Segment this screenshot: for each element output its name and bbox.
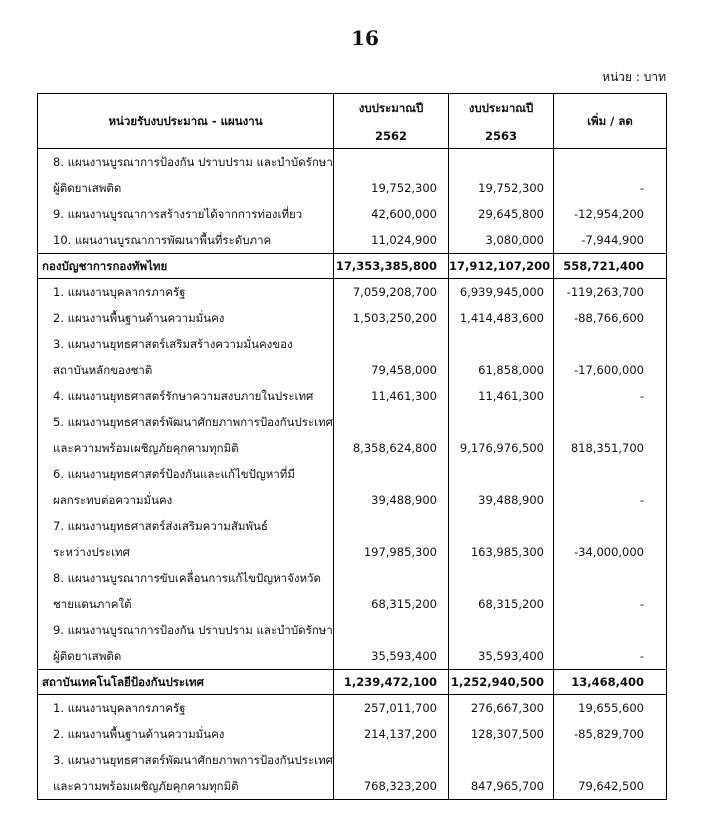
change-cell: -: [639, 493, 644, 507]
item-label: 4. แผนงานยุทธศาสตร์รักษาความสงบภายในประเทศ: [38, 383, 334, 409]
budget-2563-cell: 6,939,945,000: [449, 279, 554, 305]
budget-2563-cell: 39,488,900: [449, 487, 554, 513]
budget-2562-cell: 11,461,300: [334, 383, 449, 409]
change-cell: -12,954,200: [574, 207, 644, 221]
table-row: [38, 409, 666, 435]
item-label: 10. แผนงานบูรณาการพัฒนาพื้นที่ระดับภาค: [38, 227, 334, 253]
budget-2563-cell: [449, 409, 554, 435]
section-label: สถาบันเทคโนโลยีป้องกันประเทศ: [38, 670, 334, 694]
change-cell: [554, 149, 666, 175]
section-label: กองบัญชาการกองทัพไทย: [38, 254, 334, 278]
budget-2563-cell: [449, 617, 554, 643]
table-row: [38, 279, 666, 305]
change-cell: -119,263,700: [566, 285, 644, 299]
change-cell: 558,721,400: [563, 259, 644, 273]
table-row: [38, 773, 666, 799]
item-label: 2. แผนงานพื้นฐานด้านความมั่นคง: [38, 305, 334, 331]
table-row: [38, 721, 666, 747]
change-cell: -: [639, 181, 644, 195]
table-row: [38, 201, 666, 227]
header-year: 2563: [484, 129, 517, 143]
header-budget-label: งบประมาณปี: [358, 101, 424, 115]
budget-2562-cell: 17,353,385,800: [334, 254, 449, 278]
item-label: 9. แผนงานบูรณาการป้องกัน ปราบปราม และบำบัดรักษา: [38, 617, 334, 643]
budget-2563-cell: 61,858,000: [449, 357, 554, 383]
budget-2563-cell: 35,593,400: [449, 643, 554, 669]
table-row: [38, 383, 666, 409]
change-cell: 79,642,500: [578, 779, 644, 793]
budget-2563-cell: [449, 461, 554, 487]
table-row: [38, 695, 666, 721]
change-cell: -: [639, 597, 644, 611]
budget-2562-cell: 19,752,300: [334, 175, 449, 201]
change-cell: -: [639, 649, 644, 663]
budget-2563-cell: [449, 513, 554, 539]
change-cell: [554, 461, 666, 487]
budget-2562-cell: 11,024,900: [334, 227, 449, 253]
item-label: 1. แผนงานบุคลากรภาครัฐ: [38, 695, 334, 721]
table-row: [38, 617, 666, 643]
budget-2562-cell: 68,315,200: [334, 591, 449, 617]
item-label: 3. แผนงานยุทธศาสตร์เสริมสร้างความมั่นคงของ: [38, 331, 334, 357]
item-label: ชายแดนภาคใต้: [38, 591, 334, 617]
change-cell: [554, 565, 666, 591]
budget-2563-cell: 1,252,940,500: [449, 670, 554, 694]
budget-2563-cell: 9,176,976,500: [449, 435, 554, 461]
table-row: [38, 175, 666, 201]
budget-2562-cell: 35,593,400: [334, 643, 449, 669]
budget-2562-cell: [334, 565, 449, 591]
table-row: [38, 149, 666, 175]
change-cell: -85,829,700: [574, 727, 644, 741]
budget-2562-cell: 8,358,624,800: [334, 435, 449, 461]
item-label: และความพร้อมเผชิญภัยคุกคามทุกมิติ: [38, 435, 334, 461]
change-cell: [554, 747, 666, 773]
unit-label: หน่วย : บาท: [602, 70, 666, 84]
item-label: 8. แผนงานบูรณาการป้องกัน ปราบปราม และบำบัดรักษา: [38, 149, 334, 175]
header-year: 2562: [374, 129, 407, 143]
header-agency: [38, 94, 334, 150]
item-label: ผลกระทบต่อความมั่นคง: [38, 487, 334, 513]
change-cell: [554, 513, 666, 539]
table-row: [38, 539, 666, 565]
budget-2563-cell: 17,912,107,200: [449, 254, 554, 278]
table-row: [38, 331, 666, 357]
change-cell: 13,468,400: [571, 675, 644, 689]
header-agency-label: หน่วยรับงบประมาณ - แผนงาน: [108, 114, 263, 128]
item-label: และความพร้อมเผชิญภัยคุกคามทุกมิติ: [38, 773, 334, 799]
table-body: [38, 149, 666, 799]
budget-2562-cell: [334, 331, 449, 357]
budget-2562-cell: 79,458,000: [334, 357, 449, 383]
table-row: [38, 643, 666, 669]
budget-2563-cell: 128,307,500: [449, 721, 554, 747]
change-cell: -: [639, 389, 644, 403]
budget-2562-cell: [334, 149, 449, 175]
change-cell: [554, 617, 666, 643]
item-label: ระหว่างประเทศ: [38, 539, 334, 565]
budget-2563-cell: [449, 149, 554, 175]
budget-2562-cell: [334, 409, 449, 435]
item-label: ผู้ติดยาเสพติด: [38, 643, 334, 669]
budget-2562-cell: 1,239,472,100: [334, 670, 449, 694]
budget-2563-cell: 19,752,300: [449, 175, 554, 201]
budget-2563-cell: [449, 747, 554, 773]
change-cell: 818,351,700: [570, 441, 644, 455]
change-cell: [554, 409, 666, 435]
change-cell: 19,655,600: [578, 701, 644, 715]
change-cell: [554, 331, 666, 357]
header-budget-2562: [334, 94, 449, 150]
header-change-label: เพิ่ม / ลด: [587, 114, 633, 128]
budget-2563-cell: [449, 331, 554, 357]
table-header: [38, 94, 666, 149]
section-row: [38, 669, 666, 695]
table-row: [38, 565, 666, 591]
budget-2562-cell: 214,137,200: [334, 721, 449, 747]
header-budget-2563: [449, 94, 554, 150]
item-label: 5. แผนงานยุทธศาสตร์พัฒนาศักยภาพการป้องกันประเทศ: [38, 409, 334, 435]
budget-2562-cell: [334, 513, 449, 539]
item-label: ผู้ติดยาเสพติด: [38, 175, 334, 201]
change-cell: -88,766,600: [574, 311, 644, 325]
budget-table: [37, 93, 667, 800]
table-row: [38, 357, 666, 383]
header-change: [554, 94, 666, 150]
table-row: [38, 305, 666, 331]
budget-2562-cell: 197,985,300: [334, 539, 449, 565]
change-cell: -17,600,000: [574, 363, 644, 377]
page-number: 16: [351, 26, 379, 50]
budget-2563-cell: 1,414,483,600: [449, 305, 554, 331]
budget-2563-cell: [449, 565, 554, 591]
table-row: [38, 461, 666, 487]
budget-2562-cell: [334, 461, 449, 487]
change-cell: -7,944,900: [581, 233, 644, 247]
budget-2562-cell: 768,323,200: [334, 773, 449, 799]
budget-2562-cell: [334, 617, 449, 643]
budget-2562-cell: 257,011,700: [334, 695, 449, 721]
budget-2563-cell: 847,965,700: [449, 773, 554, 799]
table-row: [38, 227, 666, 253]
section-row: [38, 253, 666, 279]
table-row: [38, 747, 666, 773]
item-label: สถาบันหลักของชาติ: [38, 357, 334, 383]
item-label: 2. แผนงานพื้นฐานด้านความมั่นคง: [38, 721, 334, 747]
header-budget-label: งบประมาณปี: [468, 101, 534, 115]
budget-2563-cell: 29,645,800: [449, 201, 554, 227]
table-row: [38, 435, 666, 461]
budget-2563-cell: 3,080,000: [449, 227, 554, 253]
budget-2562-cell: 7,059,208,700: [334, 279, 449, 305]
item-label: 3. แผนงานยุทธศาสตร์พัฒนาศักยภาพการป้องกันประเทศ: [38, 747, 334, 773]
budget-2563-cell: 68,315,200: [449, 591, 554, 617]
budget-2562-cell: [334, 747, 449, 773]
item-label: 8. แผนงานบูรณาการขับเคลื่อนการแก้ไขปัญหาจังหวัด: [38, 565, 334, 591]
item-label: 1. แผนงานบุคลากรภาครัฐ: [38, 279, 334, 305]
item-label: 9. แผนงานบูรณาการสร้างรายได้จากการท่องเที่ยว: [38, 201, 334, 227]
table-row: [38, 591, 666, 617]
budget-2563-cell: 276,667,300: [449, 695, 554, 721]
table-row: [38, 487, 666, 513]
budget-2562-cell: 42,600,000: [334, 201, 449, 227]
table-row: [38, 513, 666, 539]
budget-2563-cell: 11,461,300: [449, 383, 554, 409]
budget-2563-cell: 163,985,300: [449, 539, 554, 565]
change-cell: -34,000,000: [574, 545, 644, 559]
item-label: 6. แผนงานยุทธศาสตร์ป้องกันและแก้ไขปัญหาที่มี: [38, 461, 334, 487]
budget-2562-cell: 1,503,250,200: [334, 305, 449, 331]
budget-2562-cell: 39,488,900: [334, 487, 449, 513]
item-label: 7. แผนงานยุทธศาสตร์ส่งเสริมความสัมพันธ์: [38, 513, 334, 539]
